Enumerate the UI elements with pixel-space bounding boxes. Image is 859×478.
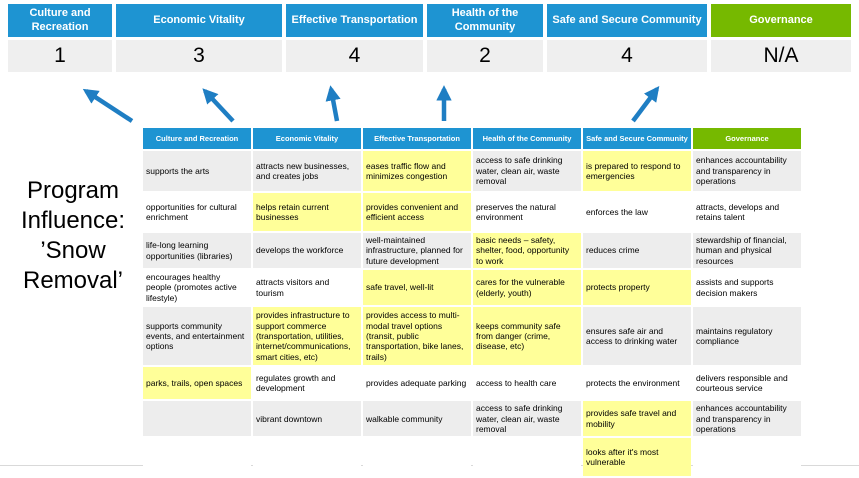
matrix-cell: [363, 438, 471, 476]
slide-title-line: Removal’: [22, 267, 124, 294]
matrix-row: [143, 307, 803, 365]
matrix-cell: cares for the vulnerable (elderly, youth): [473, 270, 581, 305]
score-value-cell: 2: [427, 40, 543, 72]
matrix-cell: delivers responsible and courteous service: [693, 367, 801, 399]
slide-title-line: Influence:: [20, 207, 126, 234]
matrix-header-cell: Safe and Secure Community: [583, 128, 691, 149]
matrix-cell: encourages healthy people (promotes active lifestyle): [143, 270, 251, 305]
matrix-cell: provides access to multi-modal travel options (transit, public transportation, bike lanes, trails): [363, 307, 471, 365]
matrix-header-cell: Culture and Recreation: [143, 128, 251, 149]
matrix-row: [143, 270, 803, 305]
matrix-cell: helps retain current businesses: [253, 193, 361, 231]
matrix-cell: provides adequate parking: [363, 367, 471, 399]
slide-title-line: Program: [26, 177, 120, 204]
matrix-cell: maintains regulatory compliance: [693, 307, 801, 365]
score-header-cell: Effective Transportation: [286, 4, 423, 37]
matrix-cell: opportunities for cultural enrichment: [143, 193, 251, 231]
influence-arrow: [633, 89, 657, 121]
matrix-cell: supports the arts: [143, 151, 251, 191]
influence-arrow: [331, 89, 337, 121]
matrix-row: [143, 233, 803, 268]
matrix-cell: provides safe travel and mobility: [583, 401, 691, 436]
influence-arrow: [86, 91, 132, 121]
score-value-cell: 4: [286, 40, 423, 72]
slide-title: [0, 176, 146, 296]
matrix-cell: provides convenient and efficient access: [363, 193, 471, 231]
score-header-cell: Health of the Community: [427, 4, 543, 37]
matrix-cell: basic needs – safety, shelter, food, opportunity to work: [473, 233, 581, 268]
matrix-row: [143, 438, 803, 476]
matrix-cell: enforces the law: [583, 193, 691, 231]
matrix-cell: attracts visitors and tourism: [253, 270, 361, 305]
matrix-cell: safe travel, well-lit: [363, 270, 471, 305]
score-header-cell: Governance: [711, 4, 851, 37]
matrix-cell: walkable community: [363, 401, 471, 436]
matrix-row: [143, 151, 803, 191]
matrix-cell: [143, 401, 251, 436]
matrix-cell: life-long learning opportunities (libraries): [143, 233, 251, 268]
matrix-cell: regulates growth and development: [253, 367, 361, 399]
matrix-row: [143, 401, 803, 436]
matrix-cell: [253, 438, 361, 476]
scoreboard: [8, 4, 851, 72]
score-value-cell: 4: [547, 40, 707, 72]
matrix-cell: looks after it's most vulnerable: [583, 438, 691, 476]
matrix-cell: attracts new businesses, and creates jobs: [253, 151, 361, 191]
matrix-cell: provides infrastructure to support commerce (transportation, utilities, internet/communications, smart cities, etc): [253, 307, 361, 365]
matrix-cell: keeps community safe from danger (crime, disease, etc): [473, 307, 581, 365]
matrix-cell: protects property: [583, 270, 691, 305]
matrix-cell: well-maintained infrastructure, planned for future development: [363, 233, 471, 268]
matrix-cell: protects the environment: [583, 367, 691, 399]
matrix-row: [143, 367, 803, 399]
matrix-cell: preserves the natural environment: [473, 193, 581, 231]
matrix-header-cell: Effective Transportation: [363, 128, 471, 149]
matrix-cell: parks, trails, open spaces: [143, 367, 251, 399]
matrix-cell: vibrant downtown: [253, 401, 361, 436]
influence-arrow: [205, 91, 233, 121]
matrix-cell: access to health care: [473, 367, 581, 399]
matrix-cell: supports community events, and entertainment options: [143, 307, 251, 365]
score-header-cell: Safe and Secure Community: [547, 4, 707, 37]
matrix-cell: enhances accountability and transparency in operations: [693, 151, 801, 191]
score-value-cell: 3: [116, 40, 282, 72]
matrix-cell: assists and supports decision makers: [693, 270, 801, 305]
matrix-cell: reduces crime: [583, 233, 691, 268]
matrix-cell: enhances accountability and transparency in operations: [693, 401, 801, 436]
matrix-cell: [143, 438, 251, 476]
matrix-cell: is prepared to respond to emergencies: [583, 151, 691, 191]
matrix-cell: attracts, develops and retains talent: [693, 193, 801, 231]
score-header-cell: Culture and Recreation: [8, 4, 112, 37]
matrix-cell: eases traffic flow and minimizes congestion: [363, 151, 471, 191]
matrix-cell: develops the workforce: [253, 233, 361, 268]
matrix-header-cell: Economic Vitality: [253, 128, 361, 149]
score-value-cell: N/A: [711, 40, 851, 72]
matrix-cell: [473, 438, 581, 476]
matrix-cell: [693, 438, 801, 476]
matrix-header-cell: Health of the Community: [473, 128, 581, 149]
matrix-header-cell: Governance: [693, 128, 801, 149]
score-value-cell: 1: [8, 40, 112, 72]
matrix-cell: access to safe drinking water, clean air, waste removal: [473, 401, 581, 436]
score-header-cell: Economic Vitality: [116, 4, 282, 37]
matrix-cell: access to safe drinking water, clean air, waste removal: [473, 151, 581, 191]
matrix-table: [143, 128, 803, 478]
matrix-cell: ensures safe air and access to drinking water: [583, 307, 691, 365]
slide-title-line: ’Snow: [40, 237, 106, 264]
matrix-cell: stewardship of financial, human and physical resources: [693, 233, 801, 268]
matrix-row: [143, 193, 803, 231]
